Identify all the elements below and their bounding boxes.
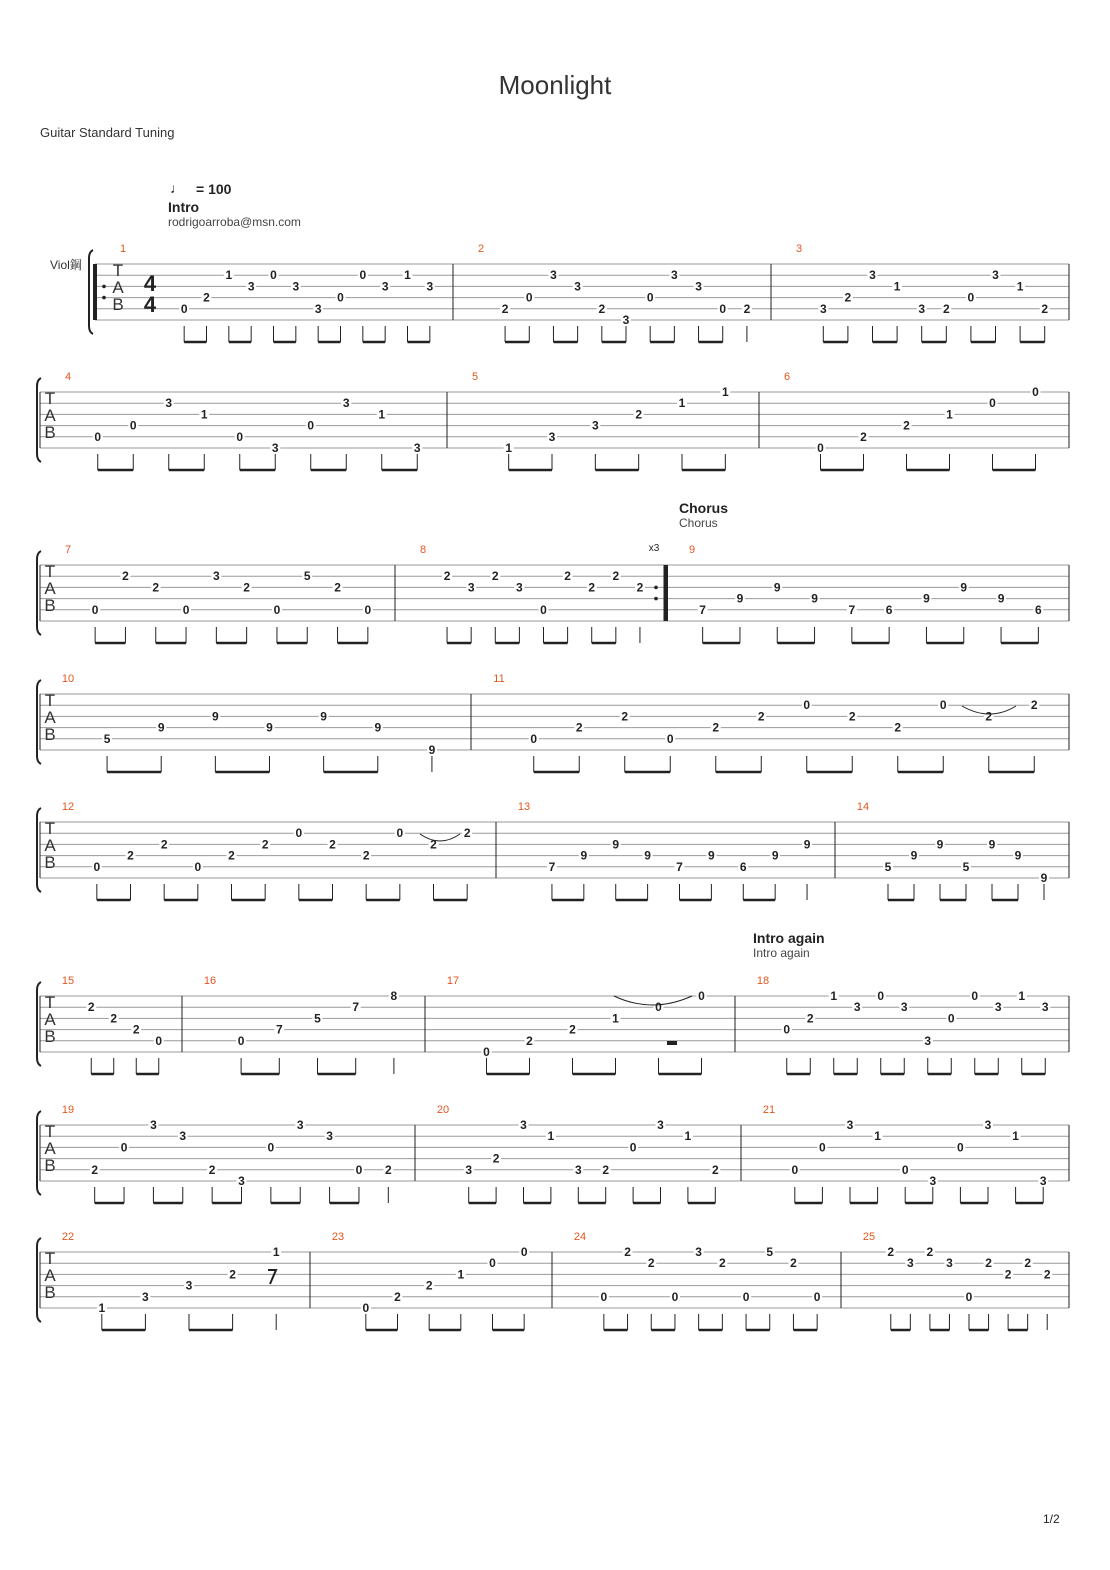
fret-number: 9 xyxy=(320,709,327,724)
fret-number: 3 xyxy=(994,1000,1002,1015)
measure-number: 16 xyxy=(203,975,217,987)
fret-number: 1 xyxy=(612,1011,619,1026)
fret-number: 3 xyxy=(900,1000,908,1015)
fret-number: 9 xyxy=(212,709,219,724)
fret-number: 2 xyxy=(122,569,129,584)
tab-clef-letter: A xyxy=(44,1010,56,1029)
fret-number: 3 xyxy=(984,1118,992,1132)
tab-clef-letter: T xyxy=(44,1122,56,1141)
fret-number: 6 xyxy=(885,602,893,617)
fret-number: 9 xyxy=(960,580,968,595)
fret-number: 9 xyxy=(708,848,715,863)
fret-number: 9 xyxy=(266,720,273,735)
fret-number: 2 xyxy=(926,1245,934,1259)
fret-number: 2 xyxy=(1041,301,1049,316)
fret-number: 1 xyxy=(404,268,411,283)
song-title: Moonlight xyxy=(498,70,612,100)
measure-number: 23 xyxy=(331,1231,345,1243)
fret-number: 2 xyxy=(598,301,606,316)
fret-number: 0 xyxy=(525,290,533,305)
section-intro-label: Intro xyxy=(168,199,200,215)
fret-number: 0 xyxy=(155,1033,163,1048)
fret-number: 0 xyxy=(295,826,303,841)
tab-clef-letter: T xyxy=(44,1249,56,1268)
fret-number: 3 xyxy=(657,1118,664,1132)
fret-number: 7 xyxy=(699,602,706,617)
fret-number: 1 xyxy=(874,1129,881,1144)
tab-clef-letter: B xyxy=(44,596,56,615)
whole-rest-icon xyxy=(667,1041,677,1045)
tab-clef-letter: A xyxy=(44,836,56,855)
fret-number: 2 xyxy=(887,1245,895,1259)
section-chorus-title: Chorus xyxy=(679,500,728,516)
fret-number: 9 xyxy=(374,720,382,735)
fret-number: 3 xyxy=(142,1289,149,1304)
tab-clef-letter: T xyxy=(44,819,56,838)
fret-number: 9 xyxy=(910,848,918,863)
fret-number: 9 xyxy=(580,848,588,863)
fret-number: 2 xyxy=(463,826,471,841)
tab-clef-letter: A xyxy=(112,278,124,297)
fret-number: 2 xyxy=(712,720,720,735)
page-number: 1/2 xyxy=(1043,1512,1060,1526)
fret-number: 3 xyxy=(929,1174,937,1188)
tab-clef-letter: B xyxy=(44,1283,56,1302)
repeat-thick-bar xyxy=(664,565,668,621)
fret-number: 2 xyxy=(1030,698,1038,713)
fret-number: 0 xyxy=(600,1289,608,1304)
fret-number: 3 xyxy=(695,279,702,294)
measure-number: 18 xyxy=(756,975,770,987)
measure-number: 9 xyxy=(688,544,696,556)
fret-number: 9 xyxy=(771,848,779,863)
fret-number: 2 xyxy=(711,1162,719,1177)
fret-number: 6 xyxy=(739,859,747,874)
time-signature-top: 4 xyxy=(143,271,157,296)
fret-number: 2 xyxy=(127,848,134,863)
measure-number: 24 xyxy=(573,1231,587,1243)
fret-number: 0 xyxy=(337,290,344,305)
fret-number: 0 xyxy=(273,602,281,617)
fret-number: 5 xyxy=(303,569,311,584)
fret-number: 6 xyxy=(1035,602,1042,617)
measure-number: 13 xyxy=(517,801,531,813)
eighth-rest-icon xyxy=(268,1270,276,1284)
fret-number: 3 xyxy=(520,1118,527,1132)
fret-number: 0 xyxy=(877,989,885,1003)
fret-number: 2 xyxy=(790,1256,797,1271)
fret-number: 2 xyxy=(635,407,643,422)
fret-number: 9 xyxy=(936,837,944,852)
fret-number: 1 xyxy=(1016,279,1024,294)
fret-number: 2 xyxy=(743,301,751,316)
fret-number: 1 xyxy=(678,396,686,411)
fret-number: 9 xyxy=(428,743,436,757)
fret-number: 2 xyxy=(91,1162,99,1177)
fret-number: 2 xyxy=(602,1162,610,1177)
fret-number: 9 xyxy=(773,580,781,595)
fret-number: 1 xyxy=(830,989,838,1003)
fret-number: 0 xyxy=(967,290,975,305)
fret-number: 7 xyxy=(275,1022,283,1037)
tab-clef-letter: A xyxy=(44,406,56,425)
fret-number: 2 xyxy=(848,709,856,724)
fret-number: 3 xyxy=(671,268,678,283)
fret-number: 0 xyxy=(180,301,188,316)
fret-number: 2 xyxy=(526,1033,533,1048)
fret-number: 2 xyxy=(894,720,902,735)
tuning-label: Guitar Standard Tuning xyxy=(40,125,175,140)
fret-number: 7 xyxy=(548,859,556,874)
fret-number: 2 xyxy=(564,569,571,584)
fret-number: 2 xyxy=(719,1256,726,1271)
fret-number: 2 xyxy=(985,1256,992,1271)
fret-number: 2 xyxy=(491,569,499,584)
fret-number: 2 xyxy=(844,290,852,305)
fret-number: 0 xyxy=(540,602,547,617)
fret-number: 0 xyxy=(236,429,244,444)
fret-number: 0 xyxy=(1032,385,1039,399)
fret-number: 3 xyxy=(548,429,556,444)
fret-number: 5 xyxy=(766,1245,774,1259)
fret-number: 2 xyxy=(261,837,269,852)
fret-number: 2 xyxy=(588,580,596,595)
tab-clef-letter: A xyxy=(44,1266,56,1285)
fret-number: 0 xyxy=(666,731,674,746)
measure-number: 8 xyxy=(419,544,427,556)
fret-number: 0 xyxy=(182,602,190,617)
fret-number: 2 xyxy=(1024,1256,1032,1271)
fret-number: 2 xyxy=(942,301,950,316)
fret-number: 1 xyxy=(721,385,729,399)
fret-number: 2 xyxy=(362,848,370,863)
fret-number: 2 xyxy=(443,569,451,584)
fret-number: 3 xyxy=(591,418,599,433)
tab-clef-letter: A xyxy=(44,1139,56,1158)
fret-number: 7 xyxy=(352,1000,360,1015)
fret-number: 2 xyxy=(757,709,765,724)
section-chorus-subtitle: Chorus xyxy=(679,516,718,530)
fret-number: 0 xyxy=(237,1033,245,1048)
fret-number: 2 xyxy=(612,569,620,584)
fret-number: 0 xyxy=(520,1245,528,1259)
fret-number: 0 xyxy=(957,1140,964,1155)
fret-number: 9 xyxy=(1040,871,1048,885)
fret-number: 7 xyxy=(848,602,856,617)
fret-number: 2 xyxy=(806,1011,814,1026)
fret-number: 3 xyxy=(1039,1174,1047,1188)
fret-number: 3 xyxy=(213,569,220,584)
fret-number: 0 xyxy=(120,1140,128,1155)
quarter-note-icon: ♩ xyxy=(170,180,184,196)
fret-number: 0 xyxy=(270,268,277,283)
fret-number: 9 xyxy=(988,837,996,852)
fret-number: 0 xyxy=(742,1289,750,1304)
fret-number: 2 xyxy=(152,580,160,595)
time-signature-bottom: 4 xyxy=(143,292,157,317)
fret-number: 3 xyxy=(314,301,322,316)
fret-number: 9 xyxy=(736,591,744,606)
fret-number: 3 xyxy=(846,1118,854,1132)
tie-arc xyxy=(614,996,692,1005)
measure-number: 12 xyxy=(61,801,75,813)
fret-number: 3 xyxy=(550,268,557,283)
fret-number: 3 xyxy=(918,301,926,316)
fret-number: 3 xyxy=(1041,1000,1049,1015)
fret-number: 9 xyxy=(811,591,818,606)
measure-number: 5 xyxy=(471,371,479,383)
fret-number: 1 xyxy=(272,1245,280,1259)
fret-number: 2 xyxy=(243,580,250,595)
fret-number: 2 xyxy=(425,1278,433,1293)
fret-number: 0 xyxy=(646,290,654,305)
fret-number: 8 xyxy=(390,989,398,1003)
fret-number: 2 xyxy=(208,1162,216,1177)
fret-number: 2 xyxy=(229,1267,236,1282)
fret-number: 3 xyxy=(247,279,255,294)
measure-number: 22 xyxy=(61,1231,75,1243)
tab-clef-letter: A xyxy=(44,579,56,598)
measure-number: 11 xyxy=(493,673,505,685)
fret-number: 5 xyxy=(962,859,970,874)
repeat-thick-bar xyxy=(93,264,97,320)
fret-number: 3 xyxy=(516,580,523,595)
measure-number: 15 xyxy=(61,975,75,987)
tab-clef-letter: B xyxy=(44,423,56,442)
author-email: rodrigoarroba@msn.com xyxy=(168,215,301,229)
fret-number: 3 xyxy=(342,396,350,411)
fret-number: 2 xyxy=(903,418,910,433)
fret-number: 3 xyxy=(381,279,389,294)
fret-number: 1 xyxy=(547,1129,555,1144)
repeat-dot xyxy=(102,296,106,300)
fret-number: 1 xyxy=(200,407,208,422)
fret-number: 3 xyxy=(296,1118,304,1132)
fret-number: 3 xyxy=(185,1278,193,1293)
fret-number: 3 xyxy=(179,1129,187,1144)
fret-number: 0 xyxy=(93,859,101,874)
fret-number: 0 xyxy=(783,1022,791,1037)
fret-number: 0 xyxy=(698,989,705,1003)
measure-number: 10 xyxy=(61,673,75,685)
fret-number: 1 xyxy=(457,1267,465,1282)
fret-number: 0 xyxy=(194,859,202,874)
tempo-marking: = 100 xyxy=(196,181,232,197)
fret-number: 2 xyxy=(860,429,867,444)
tab-clef-letter: A xyxy=(44,708,56,727)
tab-clef-letter: T xyxy=(44,691,56,710)
measure-number: 6 xyxy=(783,371,791,383)
fret-number: 3 xyxy=(292,279,300,294)
fret-number: 3 xyxy=(992,268,999,283)
measure-number: 25 xyxy=(862,1231,876,1243)
fret-number: 1 xyxy=(98,1301,106,1315)
fret-number: 0 xyxy=(813,1289,821,1304)
fret-number: 5 xyxy=(314,1011,321,1026)
fret-number: 0 xyxy=(965,1289,973,1304)
repeat-dot xyxy=(102,285,106,289)
fret-number: 0 xyxy=(817,441,824,455)
fret-number: 3 xyxy=(413,441,421,455)
tab-clef-letter: T xyxy=(44,993,56,1012)
fret-number: 1 xyxy=(225,268,233,283)
fret-number: 3 xyxy=(622,313,630,327)
fret-number: 0 xyxy=(989,396,996,411)
fret-number: 1 xyxy=(684,1129,692,1144)
fret-number: 0 xyxy=(719,301,727,316)
fret-number: 3 xyxy=(819,301,827,316)
fret-number: 9 xyxy=(923,591,930,606)
system-bracket xyxy=(89,250,93,334)
fret-number: 3 xyxy=(906,1256,914,1271)
fret-number: 3 xyxy=(574,1162,582,1177)
fret-number: 3 xyxy=(869,268,876,283)
fret-number: 3 xyxy=(238,1174,245,1188)
measure-number: 2 xyxy=(477,243,485,255)
fret-number: 2 xyxy=(647,1256,655,1271)
fret-number: 3 xyxy=(853,1000,861,1015)
fret-number: 0 xyxy=(307,418,315,433)
fret-number: 2 xyxy=(160,837,168,852)
fret-number: 0 xyxy=(362,1301,370,1315)
fret-number: 0 xyxy=(947,1011,955,1026)
measure-number: 20 xyxy=(436,1104,450,1116)
measure-number: 14 xyxy=(856,801,870,813)
fret-number: 2 xyxy=(575,720,583,735)
fret-number: 3 xyxy=(924,1033,932,1048)
fret-number: 0 xyxy=(803,698,811,713)
section-intro-again-title: Intro again xyxy=(753,930,825,946)
fret-number: 3 xyxy=(150,1118,157,1132)
fret-number: 0 xyxy=(91,602,99,617)
fret-number: 1 xyxy=(505,441,513,455)
fret-number: 1 xyxy=(378,407,386,422)
fret-number: 2 xyxy=(228,848,235,863)
fret-number: 2 xyxy=(334,580,341,595)
fret-number: 3 xyxy=(465,1162,473,1177)
fret-number: 2 xyxy=(132,1022,140,1037)
measure-number: 4 xyxy=(64,371,72,383)
fret-number: 3 xyxy=(165,396,173,411)
fret-number: 0 xyxy=(483,1045,490,1059)
fret-number: 2 xyxy=(492,1151,500,1166)
fret-number: 9 xyxy=(612,837,620,852)
fret-number: 2 xyxy=(110,1011,118,1026)
fret-number: 1 xyxy=(1012,1129,1019,1144)
fret-number: 0 xyxy=(396,826,404,841)
fret-number: 2 xyxy=(985,709,993,724)
tab-clef-letter: B xyxy=(112,295,124,314)
fret-number: 0 xyxy=(971,989,979,1003)
fret-number: 2 xyxy=(621,709,629,724)
fret-number: 0 xyxy=(655,1000,662,1015)
tab-clef-letter: T xyxy=(44,562,56,581)
fret-number: 2 xyxy=(1004,1267,1012,1282)
tab-clef-letter: T xyxy=(112,261,124,280)
fret-number: 2 xyxy=(569,1022,576,1037)
fret-number: 2 xyxy=(1043,1267,1051,1282)
fret-number: 3 xyxy=(271,441,279,455)
measure-number: 17 xyxy=(446,975,460,987)
fret-number: 0 xyxy=(819,1140,826,1155)
tab-clef-letter: T xyxy=(44,389,56,408)
measure-number: 7 xyxy=(64,544,72,556)
fret-number: 7 xyxy=(676,859,683,874)
repeat-dot xyxy=(654,597,658,601)
tab-clef-letter: B xyxy=(44,1156,56,1175)
fret-number: 5 xyxy=(103,731,111,746)
fret-number: 3 xyxy=(426,279,434,294)
section-intro-again-subtitle: Intro again xyxy=(753,946,810,960)
repeat-dot xyxy=(654,586,658,590)
fret-number: 2 xyxy=(501,301,509,316)
fret-number: 0 xyxy=(267,1140,275,1155)
tab-clef-letter: B xyxy=(44,725,56,744)
fret-number: 1 xyxy=(946,407,953,422)
fret-number: 0 xyxy=(364,602,372,617)
fret-number: 0 xyxy=(129,418,137,433)
instrument-name: Viol鋼 xyxy=(50,258,82,272)
fret-number: 2 xyxy=(636,580,644,595)
fret-number: 3 xyxy=(326,1129,333,1144)
fret-number: 0 xyxy=(359,268,367,283)
fret-number: 9 xyxy=(644,848,651,863)
fret-number: 2 xyxy=(430,837,437,852)
fret-number: 9 xyxy=(997,591,1005,606)
measure-number: 1 xyxy=(119,243,127,255)
fret-number: 1 xyxy=(893,279,901,294)
fret-number: 0 xyxy=(629,1140,637,1155)
fret-number: 0 xyxy=(901,1162,909,1177)
tab-clef-letter: B xyxy=(44,853,56,872)
fret-number: 2 xyxy=(329,837,336,852)
tie-arc xyxy=(420,834,460,841)
fret-number: 9 xyxy=(157,720,165,735)
fret-number: 0 xyxy=(489,1256,496,1271)
fret-number: 2 xyxy=(394,1289,401,1304)
fret-number: 5 xyxy=(884,859,892,874)
fret-number: 1 xyxy=(1018,989,1026,1003)
fret-number: 9 xyxy=(1014,848,1022,863)
fret-number: 2 xyxy=(87,1000,95,1015)
fret-number: 0 xyxy=(939,698,947,713)
fret-number: 2 xyxy=(624,1245,631,1259)
repeat-count: x3 xyxy=(648,543,660,554)
fret-number: 0 xyxy=(355,1162,363,1177)
measure-number: 3 xyxy=(795,243,803,255)
fret-number: 2 xyxy=(203,290,210,305)
measure-number: 21 xyxy=(762,1104,776,1116)
fret-number: 0 xyxy=(94,429,102,444)
fret-number: 0 xyxy=(671,1289,679,1304)
measure-number: 19 xyxy=(61,1104,75,1116)
fret-number: 3 xyxy=(695,1245,702,1259)
tab-clef-letter: B xyxy=(44,1027,56,1046)
fret-number: 3 xyxy=(574,279,581,294)
fret-number: 0 xyxy=(791,1162,799,1177)
fret-number: 0 xyxy=(530,731,538,746)
fret-number: 2 xyxy=(384,1162,392,1177)
fret-number: 3 xyxy=(467,580,475,595)
fret-number: 9 xyxy=(803,837,811,852)
fret-number: 3 xyxy=(946,1256,953,1271)
